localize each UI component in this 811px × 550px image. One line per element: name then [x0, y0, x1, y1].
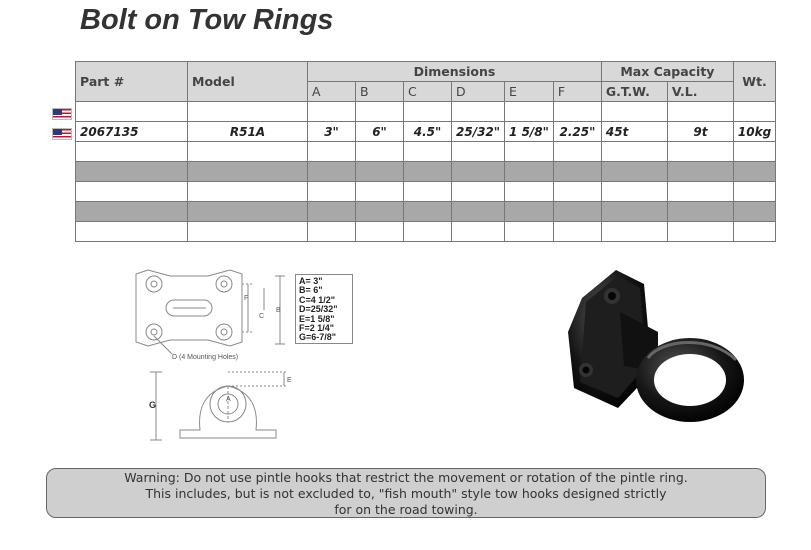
- header-max-capacity: Max Capacity: [601, 62, 733, 82]
- page-title: Bolt on Tow Rings: [80, 4, 334, 36]
- dimension-item: B= 6": [299, 285, 323, 296]
- table-row: [76, 142, 776, 162]
- dim-b: 6": [356, 122, 404, 142]
- header-vl: V.L.: [667, 82, 733, 102]
- label-a: A: [226, 396, 231, 403]
- label-f: F: [244, 295, 249, 302]
- table-row: [76, 122, 776, 142]
- label-c: C: [259, 313, 265, 320]
- part-number: 2067135: [76, 122, 188, 142]
- model: R51A: [188, 122, 308, 142]
- dim-e: 1 5/8": [505, 122, 554, 142]
- header-part: Part #: [76, 62, 188, 102]
- dimension-item: E=1 5/8": [299, 313, 335, 324]
- header-weight: Wt.: [733, 62, 775, 102]
- header-dim-d: D: [452, 82, 505, 102]
- gtw: 45t: [601, 122, 667, 142]
- dimension-item: A= 3": [299, 276, 323, 286]
- table-row: [76, 102, 776, 122]
- vl: 9t: [667, 122, 733, 142]
- header-dim-b: B: [356, 82, 404, 102]
- tow-ring-photo: [540, 262, 760, 437]
- label-g: G: [149, 400, 157, 410]
- dim-a: 3": [308, 122, 356, 142]
- header-model: Model: [188, 62, 308, 102]
- label-e: E: [287, 377, 292, 384]
- table-row: [76, 202, 776, 222]
- us-flag-icon: [52, 128, 72, 140]
- header-dimensions: Dimensions: [308, 62, 602, 82]
- header-dim-a: A: [308, 82, 356, 102]
- warning-line: for on the road towing.: [334, 502, 478, 517]
- dimension-item: F=2 1/4": [299, 323, 335, 334]
- weight: 10kg: [733, 122, 775, 142]
- header-dim-c: C: [404, 82, 452, 102]
- label-b: B: [276, 307, 281, 314]
- table-row: [76, 162, 776, 182]
- warning-box: [46, 468, 766, 518]
- dimension-item: G=6-7/8": [299, 332, 337, 343]
- dim-f: 2.25": [553, 122, 601, 142]
- warning-line: Warning: Do not use pintle hooks that restrict the movement or rotation of the pintle ring.: [124, 470, 688, 485]
- dim-c: 4.5": [404, 122, 452, 142]
- dim-d: 25/32": [452, 122, 505, 142]
- table-row: [76, 182, 776, 202]
- dimension-item: D=25/32": [299, 304, 338, 315]
- us-flag-icon: [52, 108, 72, 120]
- technical-drawing: [128, 262, 308, 452]
- header-dim-f: F: [553, 82, 601, 102]
- warning-line: This includes, but is not excluded to, "fish mouth" style tow hooks designed strictly: [145, 486, 667, 501]
- dimension-item: C=4 1/2": [299, 294, 336, 305]
- table-row: [76, 222, 776, 242]
- label-mounting-holes: D (4 Mounting Holes): [172, 354, 239, 361]
- dimension-list: [295, 274, 353, 344]
- header-dim-e: E: [505, 82, 554, 102]
- header-gtw: G.T.W.: [601, 82, 667, 102]
- spec-table: [75, 61, 776, 242]
